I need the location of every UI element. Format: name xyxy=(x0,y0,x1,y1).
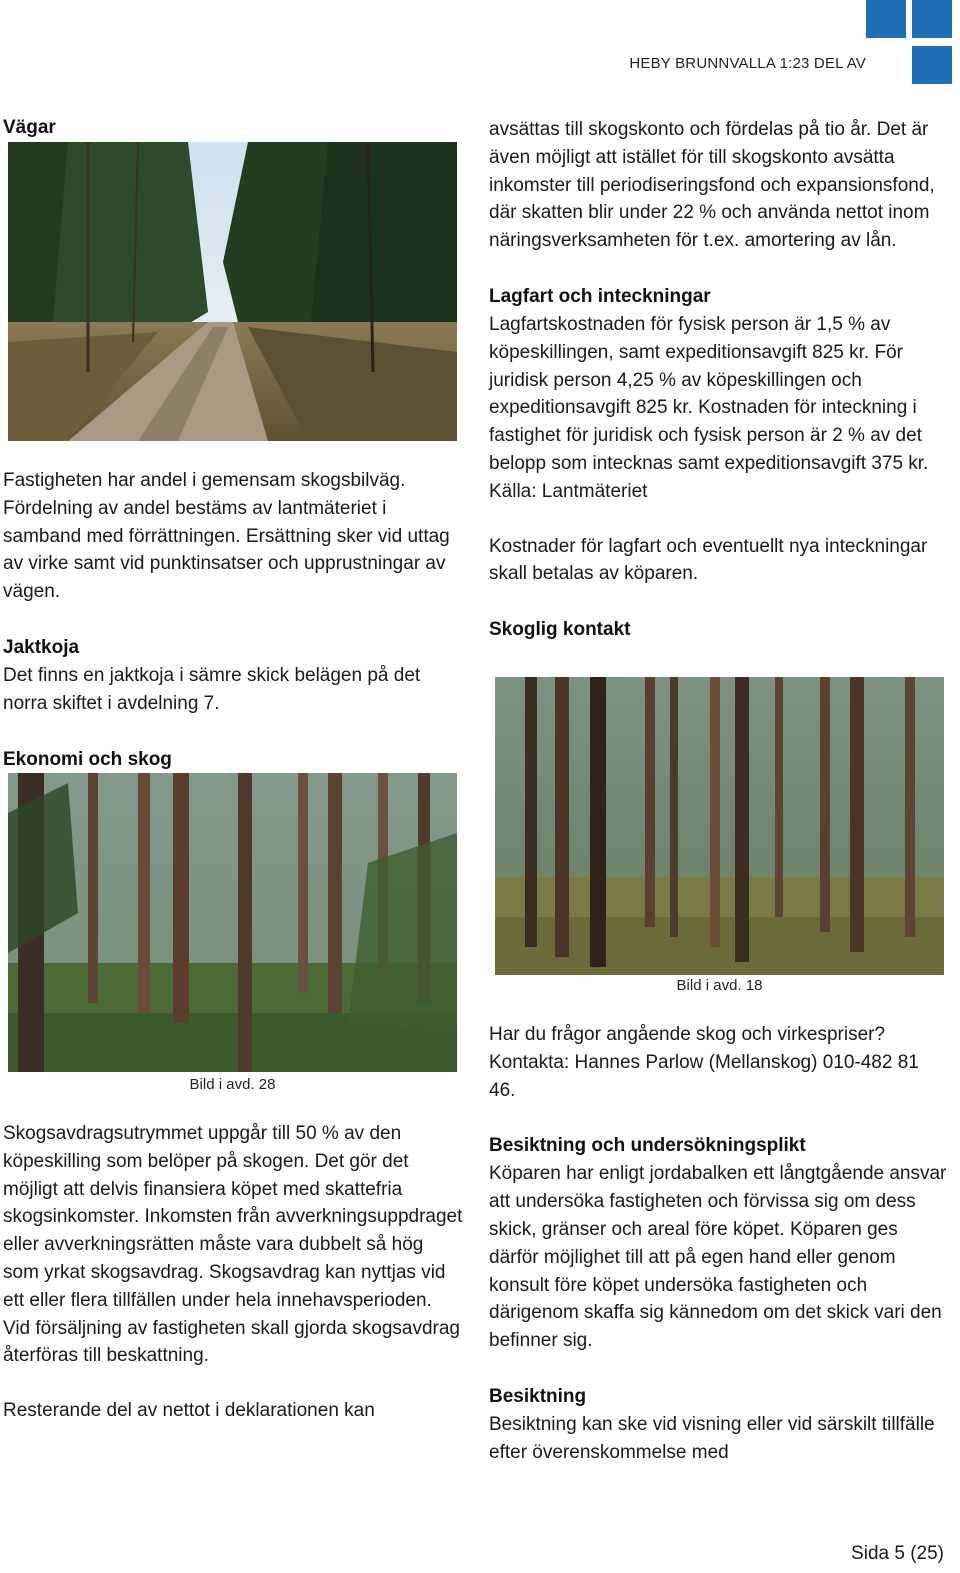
heading-besiktning: Besiktning xyxy=(489,1385,587,1407)
heading-skoglig-kontakt: Skoglig kontakt xyxy=(489,619,631,641)
continued-text: avsättas till skogskonto och fördelas på tio år. Det är även möjligt att istället för till skogskonto avsätta inkomster till periodiseringsfond och expansionsfond, där skatten blir under 22 % och använda nettot inom näringsverksamheten för t.ex. amortering av lån. xyxy=(489,119,935,252)
page-number: Sida 5 (25) xyxy=(851,1543,944,1564)
caption-avd-18: Bild i avd. 18 xyxy=(676,977,763,994)
photo-forest-avd-28 xyxy=(8,773,457,1072)
vagar-text: Fastigheten har andel i gemensam skogsbilväg. Fördelning av andel bestäms av lantmäteriet i samband med förrättningen. Ersättning sker vid uttag av virke samt vid punktinsatser och upprustningar av vägen. xyxy=(3,470,450,603)
heading-besiktning-undersokningsplikt: Besiktning och undersökningsplikt xyxy=(489,1135,806,1157)
lagfart-text: Lagfartskostnaden för fysisk person är 1,5 % av köpeskillingen, samt expeditionsavgift 825 kr. För juridisk person 4,25 % av köpeskillingen och expeditionsavgift 825 kr. Kostnaden för inteckning i fastighet för juridisk och fysisk person är 2 % av det belopp som intecknas samt expeditionsavgift 375 kr. Källa: Lantmäteriet xyxy=(489,313,929,502)
besiktning-undersokningsplikt-text: Köparen har enligt jordabalken ett långtgående ansvar att undersöka fastigheten och förvissa sig om dess skick, gränser och areal före köpet. Köparen ges därför möjlighet till att på egen hand eller genom konsult före köpet undersöka fastigheten och därigenom skaffa sig kännedom om det skick vari den befinner sig. xyxy=(489,1163,947,1352)
logo-square-3 xyxy=(912,46,952,84)
photo-forest-road xyxy=(8,142,457,441)
logo-square-2 xyxy=(912,0,952,38)
caption-avd-28: Bild i avd. 28 xyxy=(189,1076,276,1093)
document-header: HEBY BRUNNVALLA 1:23 DEL AV xyxy=(629,55,866,72)
jaktkoja-text: Det finns en jaktkoja i sämre skick belägen på det norra skiftet i avdelning 7. xyxy=(3,664,421,714)
heading-jaktkoja: Jaktkoja xyxy=(3,636,80,658)
logo-square-1 xyxy=(866,0,906,38)
heading-lagfart: Lagfart och inteckningar xyxy=(489,285,711,307)
skoglig-kontakt-text: Har du frågor angående skog och virkespriser? Kontakta: Hannes Parlow (Mellanskog) 010-482 81 46. xyxy=(489,1024,919,1101)
ekonomi-text: Skogsavdragsutrymmet uppgår till 50 % av den köpeskilling som belöper på skogen. Det gör det möjligt att delvis finansiera köpet med skattefria skogsinkomster. Inkomsten från avverkningsuppdraget eller avverkningsrätten måste vara dubbelt så hög som yrkat skogsavdrag. Skogsavdrag kan nyttjas vid ett eller flera tillfällen under hela innehavsperioden. Vid försäljning av fastigheten skall gjorda skogsavdrag återföras till beskattning. xyxy=(3,1123,463,1367)
besiktning-text: Besiktning kan ske vid visning eller vid särskilt tillfälle efter överenskommelse med xyxy=(489,1413,935,1463)
lagfart-text-2: Kostnader för lagfart och eventuellt nya inteckningar skall betalas av köparen. xyxy=(489,535,928,585)
heading-ekonomi-och-skog: Ekonomi och skog xyxy=(3,749,172,770)
heading-vagar: Vägar xyxy=(3,117,56,138)
photo-forest-avd-18 xyxy=(495,677,944,975)
ekonomi-text-continued: Resterande del av nettot i deklarationen kan xyxy=(3,1400,375,1422)
